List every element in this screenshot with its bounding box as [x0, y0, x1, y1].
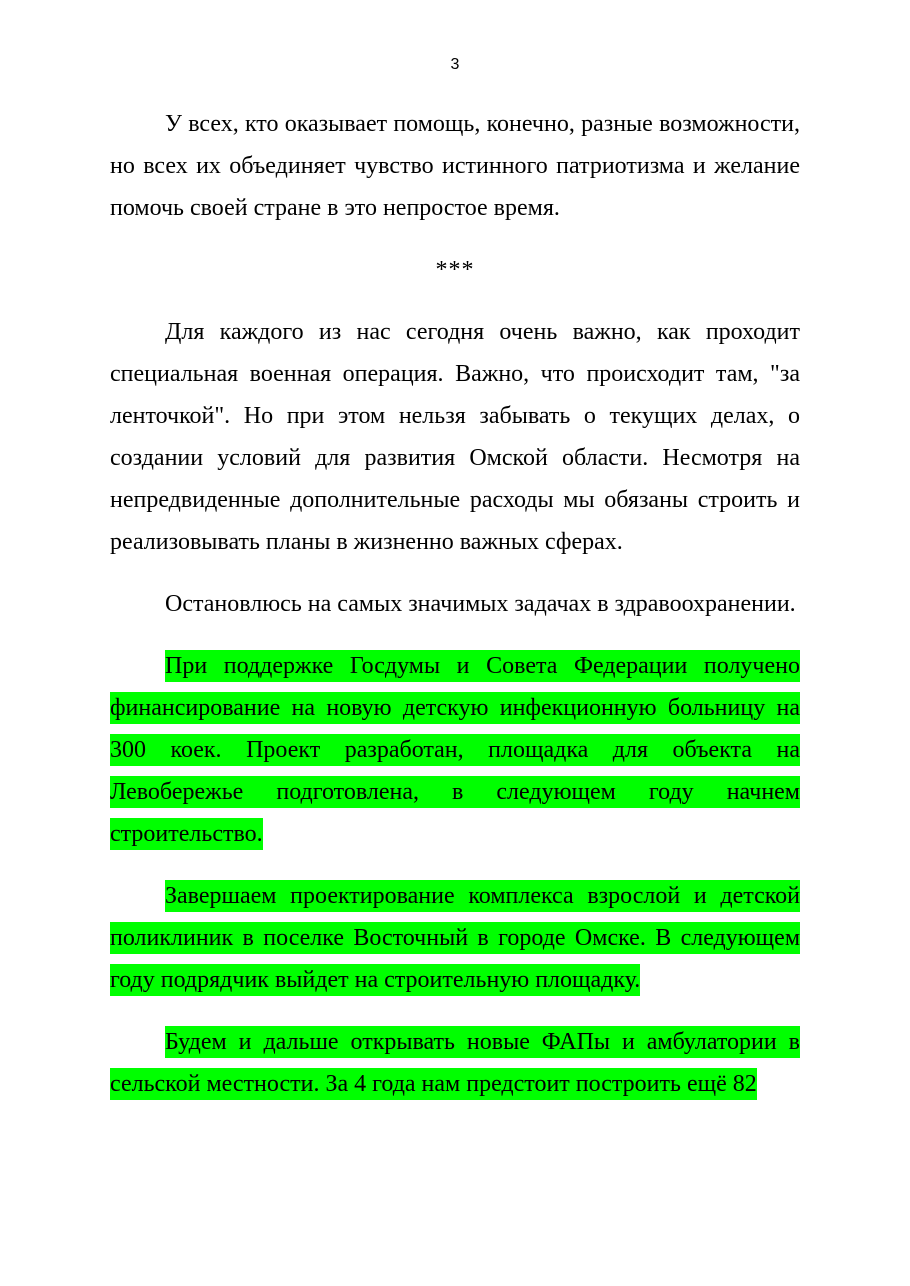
section-separator: ***: [435, 257, 475, 283]
document-body: [110, 103, 800, 1125]
paragraph-rural-clinics: [110, 1021, 800, 1105]
highlighted-text: При поддержке Госдумы и Совета Федерации получено финансирование на новую детскую инфекционную больницу на 300 коек. Проект разработан, площадка для объекта на Левобережье подготовлена, в следующем году начнем строительство.: [110, 650, 800, 850]
page-number: 3: [450, 56, 460, 73]
paragraph-special-operation: Для каждого из нас сегодня очень важно, как проходит специальная военная операция. Важно, что происходит там, "за ленточкой". Но при этом нельзя забывать о текущих делах, о создании условий для развития Омской области. Несмотря на непредвиденные дополнительные расходы мы обязаны строить и реализовывать планы в жизненно важных сферах.: [110, 319, 800, 555]
highlighted-text: Будем и дальше открывать новые ФАПы и амбулатории в сельской местности. За 4 года нам предстоит построить ещё 82: [110, 1026, 800, 1100]
paragraph-healthcare-intro: Остановлюсь на самых значимых задачах в здравоохранении.: [165, 591, 796, 617]
paragraph-support-patriotism: У всех, кто оказывает помощь, конечно, разные возможности, но всех их объединяет чувство истинного патриотизма и желание помочь своей стране в это непростое время.: [110, 111, 800, 221]
paragraph-polyclinic: [110, 875, 800, 1001]
highlighted-text: Завершаем проектирование комплекса взрослой и детской поликлиник в поселке Восточный в городе Омске. В следующем году подрядчик выйдет на строительную площадку.: [110, 880, 800, 996]
paragraph-infectious-hospital: [110, 645, 800, 855]
